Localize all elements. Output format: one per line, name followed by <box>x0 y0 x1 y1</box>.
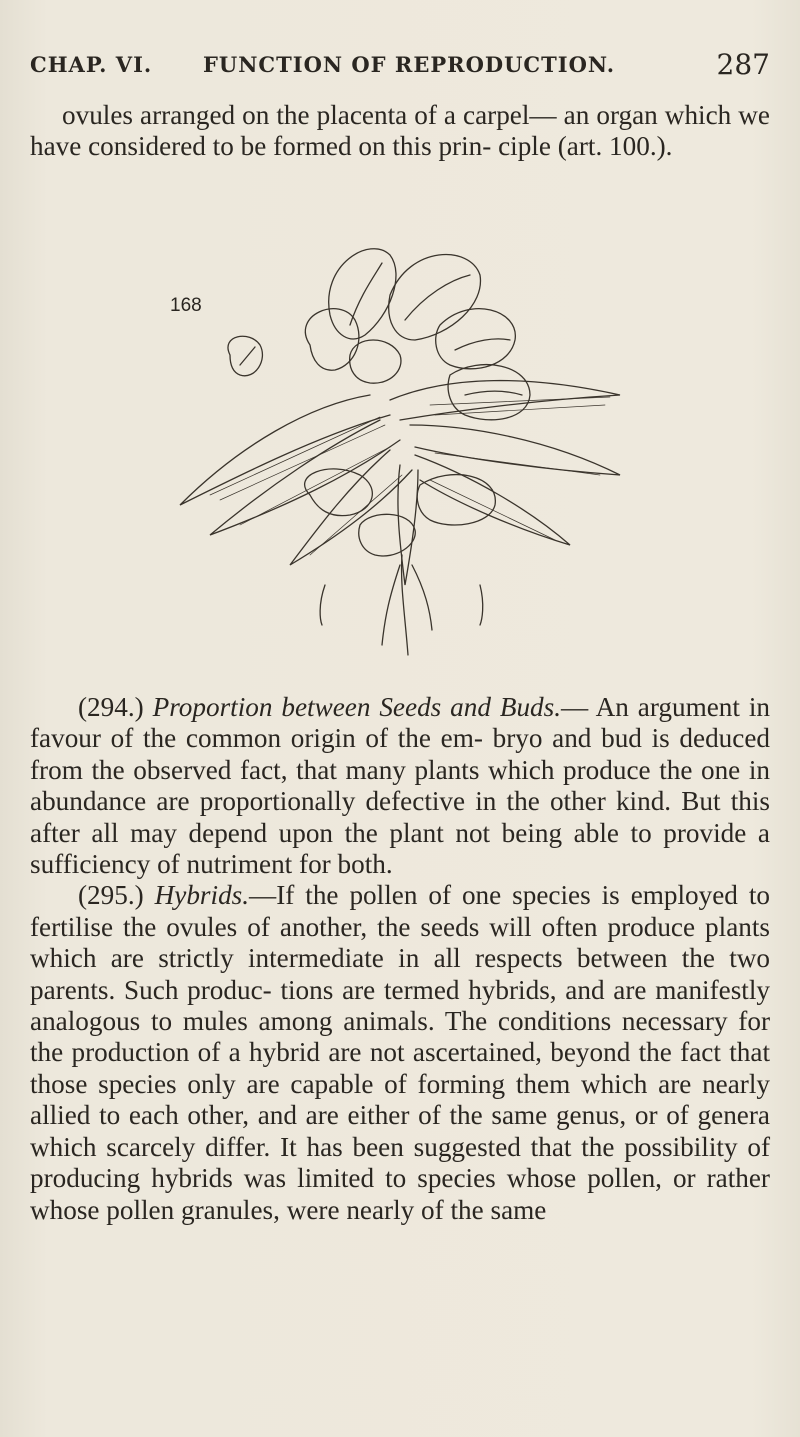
running-title: FUNCTION OF REPRODUCTION. <box>203 52 616 77</box>
section-295 <box>30 880 770 1225</box>
section-295-number: (295.) <box>78 880 144 911</box>
section-294-number: (294.) <box>78 692 144 722</box>
section-295-dash: — <box>249 880 277 911</box>
running-header <box>30 48 770 88</box>
section-294 <box>30 692 770 880</box>
intro-text: ovules arranged on the placenta of a carpel— an organ which we have considered to be formed on this prin- ciple (art. 100.). <box>30 100 770 162</box>
long-leaf-1 <box>180 395 390 505</box>
section-295-body: If the pollen of one species is employed to fertilise the ovules of another, the seeds will often produce plants which are strictly intermediate in all respects between the two parents. Such produc- tions are termed hybrids, and are manifestly analogous to mules among animals. The conditions necessary for the production of a hybrid are not ascertained, beyond the fact that those species only are capable of forming them which are nearly allied to each other, and are either of the same genus, or of genera which scarcely differ. It has been suggested that the possibility of producing hybrids was limited to species whose pollen, or rather whose pollen granules, were nearly of the same <box>30 880 770 1225</box>
section-295-heading: Hybrids. <box>154 880 250 911</box>
intro-paragraph <box>30 100 770 163</box>
long-leaf-7 <box>398 465 418 585</box>
long-leaf-4 <box>410 425 620 475</box>
plant-engraving <box>150 225 650 675</box>
leaf-top-1 <box>329 249 396 339</box>
chapter-label: CHAP. VI. <box>30 52 153 77</box>
section-294-dash: — <box>561 692 589 722</box>
figure-168-illustration <box>150 225 650 675</box>
figure-number: 168 <box>170 295 202 316</box>
leaf-low-3 <box>359 514 415 556</box>
leaf-low-1 <box>305 469 373 516</box>
leaf-left-small <box>228 336 262 376</box>
section-294-body: An argument in favour of the common origin of the em- bryo and bud is deduced from the observed fact, that many plants which produce the one in abundance are proportionally defective in the other kind. But this after all may depend upon the plant not being able to provide a sufficiency of nutriment for both. <box>30 692 771 880</box>
page-number: 287 <box>716 48 770 81</box>
long-leaf-2 <box>390 381 620 420</box>
body-text <box>30 692 770 1226</box>
long-leaf-3 <box>210 420 400 535</box>
leaf-top-2 <box>389 255 481 340</box>
section-294-heading: Proportion between Seeds and Buds. <box>152 692 562 722</box>
